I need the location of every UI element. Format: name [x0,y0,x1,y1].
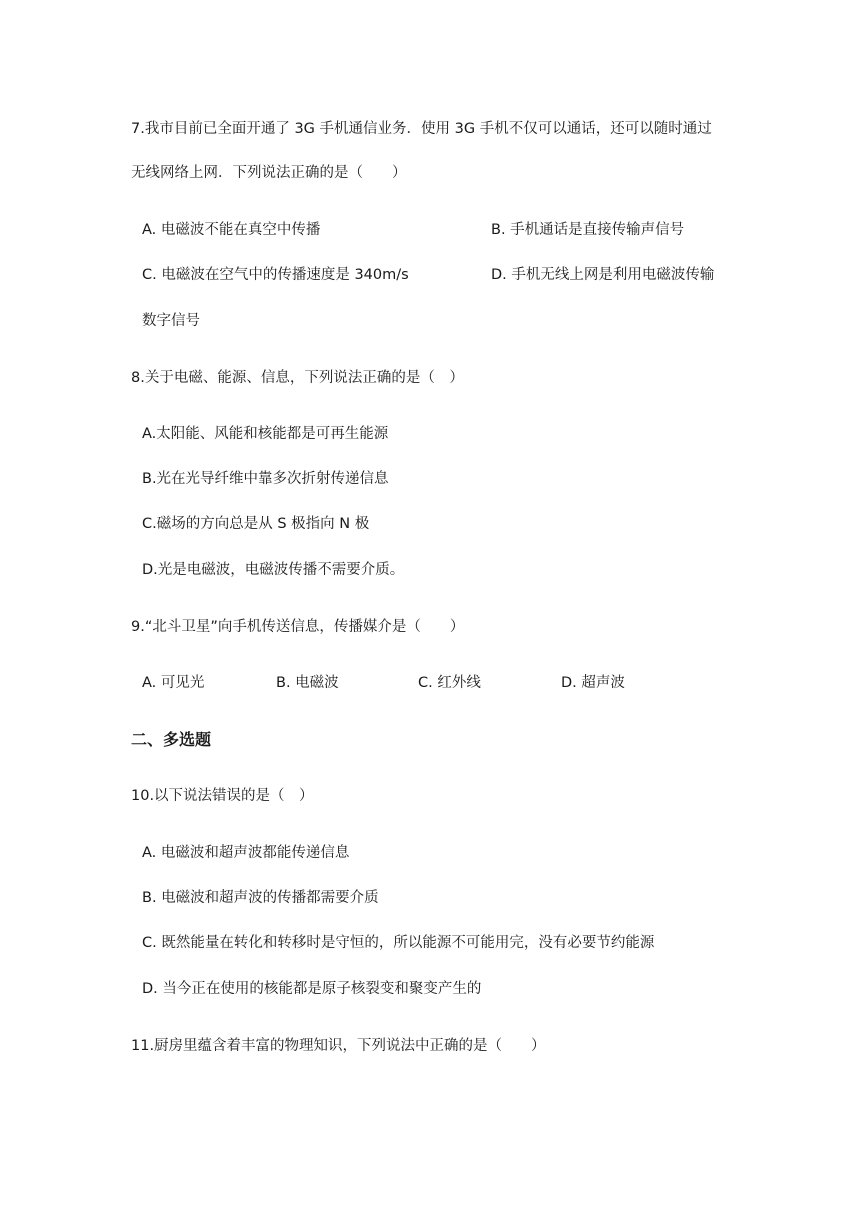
q7-stem-line2: 无线网络上网．下列说法正确的是（ ） [131,165,407,181]
q11-stem: 11.厨房里蕴含着丰富的物理知识，下列说法中正确的是（ ） [131,1038,546,1054]
q7-option-d-continued: 数字信号 [142,313,200,329]
q8-option-b: B.光在光导纤维中靠多次折射传递信息 [142,471,389,487]
q8-stem: 8.关于电磁、能源、信息，下列说法正确的是（ ） [131,370,464,386]
q10-stem: 10.以下说法错误的是（ ） [131,788,314,804]
q9-stem: 9.“北斗卫星”向手机传送信息，传播媒介是（ ） [131,619,465,635]
q7-option-d: D. 手机无线上网是利用电磁波传输 [491,267,715,283]
q8-option-c: C.磁场的方向总是从 S 极指向 N 极 [142,516,370,532]
q9-option-a: A. 可见光 [142,675,205,691]
q10-option-a: A. 电磁波和超声波都能传递信息 [142,845,350,861]
q10-option-b: B. 电磁波和超声波的传播都需要介质 [142,890,379,906]
q9-option-d: D. 超声波 [561,675,625,691]
q7-stem-line1: 7.我市目前已全面开通了 3G 手机通信业务．使用 3G 手机不仅可以通话，还可以随时通过 [131,121,712,137]
q7-option-b: B. 手机通话是直接传输声信号 [491,222,685,238]
q9-option-c: C. 红外线 [418,675,481,691]
section-heading-multiple-choice: 二、多选题 [131,730,212,749]
q10-option-c: C. 既然能量在转化和转移时是守恒的，所以能源不可能用完，没有必要节约能源 [142,935,655,951]
q9-option-b: B. 电磁波 [276,675,339,691]
q8-option-a: A.太阳能、风能和核能都是可再生能源 [142,426,389,442]
q8-option-d: D.光是电磁波，电磁波传播不需要介质。 [142,562,405,578]
q7-option-a: A. 电磁波不能在真空中传播 [142,222,321,238]
q10-option-d: D. 当今正在使用的核能都是原子核裂变和聚变产生的 [142,981,482,997]
q7-option-c: C. 电磁波在空气中的传播速度是 340m/s [142,267,409,283]
